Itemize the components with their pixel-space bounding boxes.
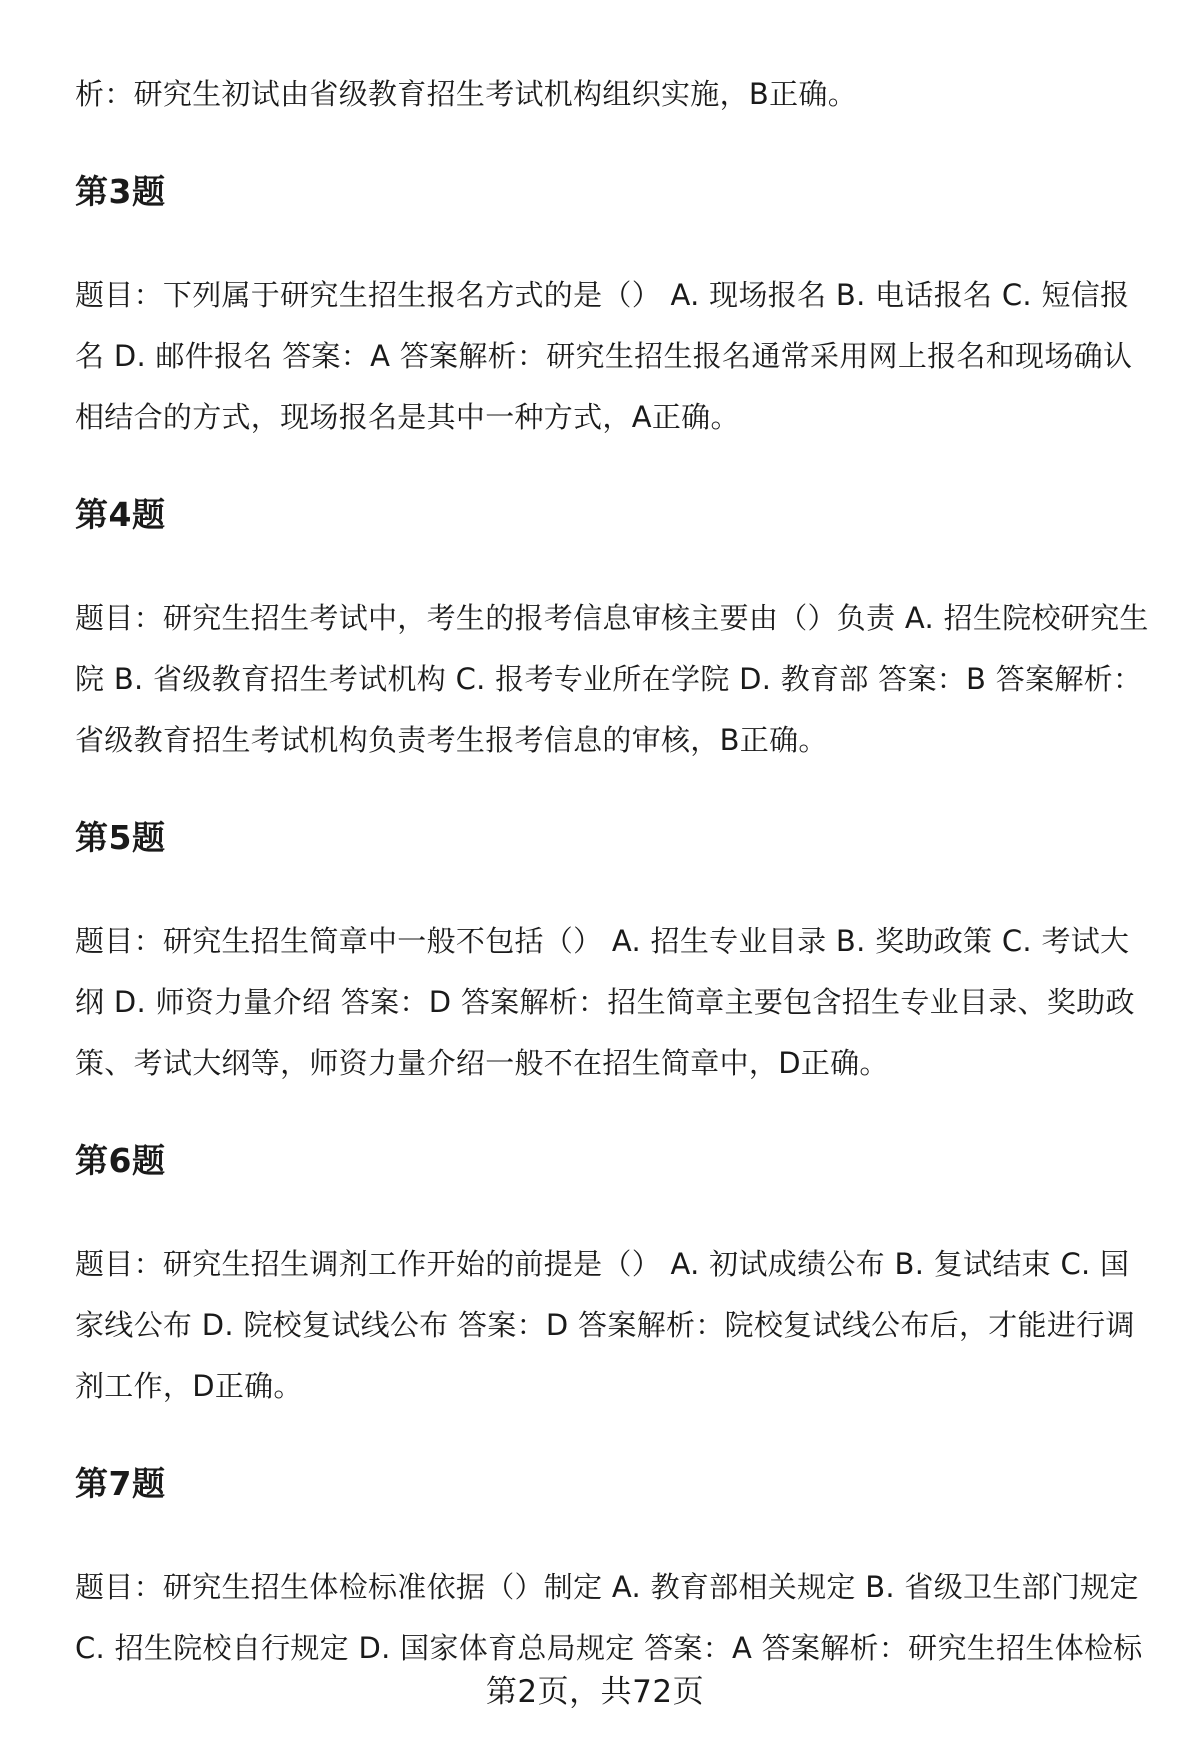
question-heading: 第6题 — [75, 1141, 166, 1180]
question-heading: 第4题 — [75, 495, 166, 534]
question-4 — [75, 495, 1155, 771]
question-7 — [75, 1464, 1155, 1679]
question-3 — [75, 172, 1155, 448]
question-heading: 第3题 — [75, 172, 166, 211]
page-number-footer: 第2页，共72页 — [485, 1674, 705, 1710]
question-heading: 第5题 — [75, 818, 166, 857]
question-body: 题目：研究生招生考试中，考生的报考信息审核主要由（）负责 A. 招生院校研究生院 B. 省级教育招生考试机构 C. 报考专业所在学院 D. 教育部 答案：B 答案解析：省级教育招生考试机构负责考生报考信息的审核，B正确。 — [75, 601, 1149, 757]
intro-paragraph: 析：研究生初试由省级教育招生考试机构组织实施，B正确。 — [75, 77, 857, 111]
question-body: 题目：研究生招生调剂工作开始的前提是（） A. 初试成绩公布 B. 复试结束 C. 国家线公布 D. 院校复试线公布 答案：D 答案解析：院校复试线公布后，才能进行调剂工作，D正确。 — [75, 1247, 1135, 1403]
question-body: 题目：下列属于研究生招生报名方式的是（） A. 现场报名 B. 电话报名 C. 短信报名 D. 邮件报名 答案：A 答案解析：研究生招生报名通常采用网上报名和现场确认相结合的方式，现场报名是其中一种方式，A正确。 — [75, 278, 1133, 434]
question-5 — [75, 818, 1155, 1094]
question-body: 题目：研究生招生简章中一般不包括（） A. 招生专业目录 B. 奖助政策 C. 考试大纲 D. 师资力量介绍 答案：D 答案解析：招生简章主要包含招生专业目录、奖助政策、考试大纲等，师资力量介绍一般不在招生简章中，D正确。 — [75, 924, 1135, 1080]
question-6 — [75, 1141, 1155, 1417]
question-body: 题目：研究生招生体检标准依据（）制定 A. 教育部相关规定 B. 省级卫生部门规定 C. 招生院校自行规定 D. 国家体育总局规定 答案：A 答案解析：研究生招生体检标 — [75, 1570, 1143, 1665]
question-heading: 第7题 — [75, 1464, 166, 1503]
document-page — [75, 0, 1155, 1679]
